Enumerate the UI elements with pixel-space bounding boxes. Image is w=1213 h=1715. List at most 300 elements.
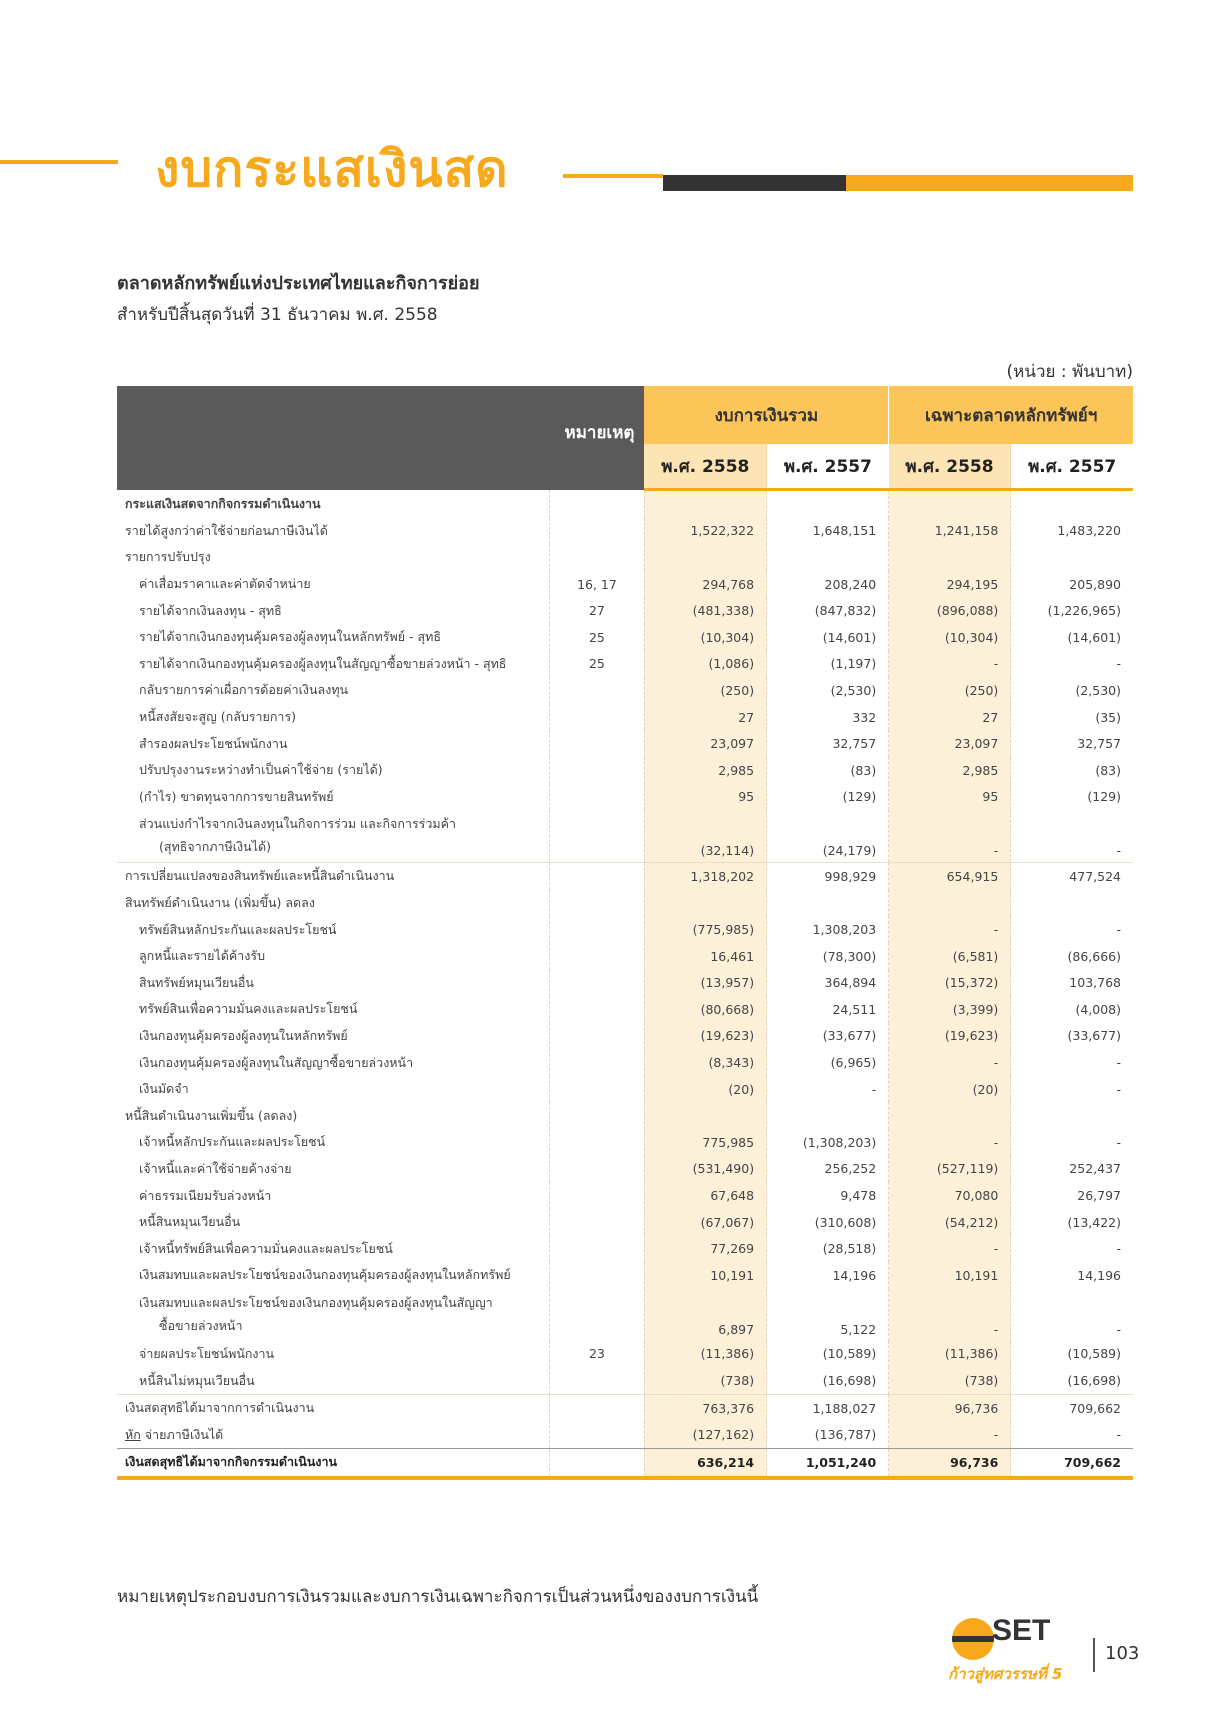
row-value: 256,252 (767, 1156, 889, 1183)
row-note (549, 704, 644, 731)
row-label (117, 730, 549, 757)
row-value: (35) (1011, 704, 1133, 731)
row-value: 763,376 (644, 1394, 766, 1421)
row-label-cont: (สุทธิจากภาษีเงินได้) (159, 839, 271, 855)
row-label (117, 970, 549, 997)
row-value: (24,179) (767, 810, 889, 863)
row-note (549, 970, 644, 997)
row-value (767, 490, 889, 518)
unit-label: (หน่วย : พันบาท) (1006, 362, 1133, 382)
row-value: 208,240 (767, 571, 889, 598)
row-value: 96,736 (889, 1394, 1011, 1421)
table-row (117, 1235, 1133, 1262)
row-label-cont: ซื้อขายล่วงหน้า (159, 1317, 243, 1333)
row-value: - (767, 1076, 889, 1103)
row-value: 70,080 (889, 1182, 1011, 1209)
row-value: - (1011, 1076, 1133, 1103)
row-value: 1,308,203 (767, 916, 889, 943)
page-divider (1093, 1638, 1095, 1672)
row-value: (14,601) (1011, 624, 1133, 651)
row-label-text: เจ้าหนี้และค่าใช้จ่ายค้างจ่าย (139, 1160, 292, 1176)
table-row (117, 1156, 1133, 1183)
row-label (117, 624, 549, 651)
row-label-text: เจ้าหนี้หลักประกันและผลประโยชน์ (139, 1134, 326, 1150)
row-value: (83) (1011, 757, 1133, 784)
row-label-text: เงินมัดจำ (139, 1081, 189, 1097)
row-label (117, 1102, 549, 1129)
row-note: 25 (549, 651, 644, 678)
header-year: พ.ศ. 2558 (889, 444, 1011, 490)
row-label (117, 863, 549, 890)
row-value (1011, 890, 1133, 917)
row-label-text: รายได้จากเงินกองทุนคุ้มครองผู้ลงทุนในหลักทรัพย์ - สุทธิ (139, 629, 442, 645)
row-value: (13,422) (1011, 1209, 1133, 1236)
row-value: 27 (644, 704, 766, 731)
header-year: พ.ศ. 2558 (644, 444, 766, 490)
row-label (117, 1262, 549, 1289)
row-label (117, 1289, 549, 1341)
row-label-text: จ่ายภาษีเงินได้ (140, 1426, 224, 1442)
row-label-text: หนี้สงสัยจะสูญ (กลับรายการ) (139, 709, 297, 725)
row-value: (32,114) (644, 810, 766, 863)
row-value: (6,581) (889, 943, 1011, 970)
table-row (117, 1182, 1133, 1209)
row-note: 16, 17 (549, 571, 644, 598)
row-label-text: หนี้สินไม่หมุนเวียนอื่น (139, 1372, 255, 1388)
row-label (117, 571, 549, 598)
row-label-text: รายการปรับปรุง (125, 549, 211, 565)
row-value: (33,677) (1011, 1023, 1133, 1050)
row-value: (10,589) (1011, 1341, 1133, 1368)
table-row (117, 1421, 1133, 1448)
page-number: 103 (1105, 1643, 1140, 1664)
row-note (549, 784, 644, 811)
row-value (1011, 1102, 1133, 1129)
row-value (889, 490, 1011, 518)
row-label-text: การเปลี่ยนแปลงของสินทรัพย์และหนี้สินดำเนินงาน (125, 868, 395, 884)
row-value (644, 890, 766, 917)
row-label-text: ทรัพย์สินหลักประกันและผลประโยชน์ (139, 921, 337, 937)
row-note (549, 544, 644, 571)
row-note (549, 1023, 644, 1050)
row-note (549, 1209, 644, 1236)
row-value: - (889, 810, 1011, 863)
row-value: (10,304) (644, 624, 766, 651)
row-value: (10,589) (767, 1341, 889, 1368)
row-value: 10,191 (644, 1262, 766, 1289)
row-label-text: หนี้สินดำเนินงานเพิ่มขึ้น (ลดลง) (125, 1107, 298, 1123)
row-value: 1,483,220 (1011, 518, 1133, 545)
row-value: (1,197) (767, 651, 889, 678)
table-row (117, 544, 1133, 571)
table-row (117, 571, 1133, 598)
row-label-text: เงินกองทุนคุ้มครองผู้ลงทุนในหลักทรัพย์ (139, 1027, 348, 1043)
table-row (117, 970, 1133, 997)
row-note: 25 (549, 624, 644, 651)
row-value: (250) (644, 677, 766, 704)
table-row (117, 1049, 1133, 1076)
row-value: (738) (644, 1367, 766, 1394)
row-value: (67,067) (644, 1209, 766, 1236)
row-value: - (889, 1421, 1011, 1448)
table-row (117, 1289, 1133, 1341)
header-separate: เฉพาะตลาดหลักทรัพย์ฯ (889, 386, 1133, 444)
table-row (117, 863, 1133, 890)
row-note (549, 1421, 644, 1448)
table-row (117, 1341, 1133, 1368)
cash-flow-table (117, 386, 1133, 1480)
row-value: 332 (767, 704, 889, 731)
row-note (549, 1394, 644, 1421)
row-value: (11,386) (889, 1341, 1011, 1368)
row-label (117, 1023, 549, 1050)
row-value (889, 544, 1011, 571)
row-label (117, 890, 549, 917)
row-value: (136,787) (767, 1421, 889, 1448)
row-value (889, 890, 1011, 917)
row-label (117, 996, 549, 1023)
row-label-text: ปรับปรุงงานระหว่างทำเป็นค่าใช้จ่าย (รายได้) (139, 762, 383, 778)
row-value: 26,797 (1011, 1182, 1133, 1209)
table-row (117, 597, 1133, 624)
row-value (767, 890, 889, 917)
row-label-text: จ่ายผลประโยชน์พนักงาน (139, 1345, 275, 1361)
row-value (1011, 490, 1133, 518)
title-bar-dark (663, 175, 846, 191)
row-value: (14,601) (767, 624, 889, 651)
title-bar-orange (846, 175, 1133, 191)
row-label (117, 518, 549, 545)
title-rule-left (0, 160, 118, 164)
row-value: 364,894 (767, 970, 889, 997)
row-note (549, 677, 644, 704)
row-value (889, 1102, 1011, 1129)
row-value: 10,191 (889, 1262, 1011, 1289)
row-value: (531,490) (644, 1156, 766, 1183)
row-value: (33,677) (767, 1023, 889, 1050)
row-value: (129) (767, 784, 889, 811)
row-label (117, 1156, 549, 1183)
row-label-text: ค่าเสื่อมราคาและค่าตัดจำหน่าย (139, 576, 311, 592)
row-value: - (1011, 1235, 1133, 1262)
row-value (1011, 544, 1133, 571)
row-value: - (1011, 1129, 1133, 1156)
row-value: 14,196 (767, 1262, 889, 1289)
row-value: (19,623) (889, 1023, 1011, 1050)
row-value: (310,608) (767, 1209, 889, 1236)
row-note (549, 730, 644, 757)
row-label-text: เจ้าหนี้ทรัพย์สินเพื่อความมั่นคงและผลประโยชน์ (139, 1240, 393, 1256)
table-row (117, 624, 1133, 651)
row-label (117, 1182, 549, 1209)
row-value: (10,304) (889, 624, 1011, 651)
row-value: 95 (889, 784, 1011, 811)
row-value: 775,985 (644, 1129, 766, 1156)
row-label-text: สำรองผลประโยชน์พนักงาน (139, 735, 288, 751)
row-note (549, 1076, 644, 1103)
row-value: 2,985 (644, 757, 766, 784)
row-value: (847,832) (767, 597, 889, 624)
footnote: หมายเหตุประกอบงบการเงินรวมและงบการเงินเฉพาะกิจการเป็นส่วนหนึ่งของงบการเงินนี้ (117, 1587, 759, 1607)
table-row (117, 677, 1133, 704)
row-note: 23 (549, 1341, 644, 1368)
row-note (549, 1235, 644, 1262)
row-value (644, 544, 766, 571)
row-value: (19,623) (644, 1023, 766, 1050)
row-label-text: สินทรัพย์หมุนเวียนอื่น (139, 974, 254, 990)
row-label-text: กระแสเงินสดจากกิจกรรมดำเนินงาน (125, 495, 321, 511)
row-note (549, 1049, 644, 1076)
row-label (117, 651, 549, 678)
row-value: 14,196 (1011, 1262, 1133, 1289)
row-value: 96,736 (889, 1449, 1011, 1478)
row-value: - (889, 1235, 1011, 1262)
row-label (117, 757, 549, 784)
row-note (549, 996, 644, 1023)
row-label (117, 1235, 549, 1262)
row-value: 1,188,027 (767, 1394, 889, 1421)
table-row (117, 730, 1133, 757)
row-value: - (1011, 1289, 1133, 1341)
row-label-text: เงินสดสุทธิได้มาจากการดำเนินงาน (125, 1400, 315, 1416)
header-note: หมายเหตุ (549, 386, 644, 490)
row-value: (13,957) (644, 970, 766, 997)
report-period: สำหรับปีสิ้นสุดวันที่ 31 ธันวาคม พ.ศ. 2558 (117, 305, 438, 325)
sun-icon (952, 1618, 994, 1660)
row-value: 1,318,202 (644, 863, 766, 890)
row-value: 67,648 (644, 1182, 766, 1209)
table-row (117, 1102, 1133, 1129)
row-note (549, 863, 644, 890)
table-row (117, 916, 1133, 943)
row-value: (28,518) (767, 1235, 889, 1262)
table-row (117, 1209, 1133, 1236)
table-row (117, 1076, 1133, 1103)
row-label-text: รายได้สูงกว่าค่าใช้จ่ายก่อนภาษีเงินได้ (125, 522, 328, 538)
row-value: (78,300) (767, 943, 889, 970)
row-label-text: เงินสมทบและผลประโยชน์ของเงินกองทุนคุ้มครองผู้ลงทุนในหลักทรัพย์ (139, 1267, 511, 1283)
row-value: 1,522,322 (644, 518, 766, 545)
row-value: 23,097 (889, 730, 1011, 757)
row-value: 294,768 (644, 571, 766, 598)
row-value: 95 (644, 784, 766, 811)
row-value: 77,269 (644, 1235, 766, 1262)
row-note (549, 757, 644, 784)
row-value: - (889, 1129, 1011, 1156)
row-value: (127,162) (644, 1421, 766, 1448)
row-label (117, 810, 549, 863)
row-note (549, 1262, 644, 1289)
row-value: 709,662 (1011, 1394, 1133, 1421)
row-note (549, 1182, 644, 1209)
row-label (117, 1049, 549, 1076)
logo-brand: SET (992, 1614, 1051, 1647)
row-value: 32,757 (1011, 730, 1133, 757)
page-title: งบกระแสเงินสด (155, 140, 509, 198)
table-row (117, 757, 1133, 784)
row-note (549, 1289, 644, 1341)
row-note (549, 890, 644, 917)
row-value: 252,437 (1011, 1156, 1133, 1183)
row-value: (83) (767, 757, 889, 784)
company-name: ตลาดหลักทรัพย์แห่งประเทศไทยและกิจการย่อย (117, 273, 480, 294)
table-row (117, 810, 1133, 863)
row-label-text: ค่าธรรมเนียมรับล่วงหน้า (139, 1187, 272, 1203)
table-row (117, 1129, 1133, 1156)
row-value: 103,768 (1011, 970, 1133, 997)
row-label (117, 597, 549, 624)
table-row (117, 784, 1133, 811)
row-value: (80,668) (644, 996, 766, 1023)
row-label (117, 943, 549, 970)
row-value: - (1011, 651, 1133, 678)
row-label (117, 677, 549, 704)
row-value: (54,212) (889, 1209, 1011, 1236)
table-row (117, 1023, 1133, 1050)
row-label-text: เงินสมทบและผลประโยชน์ของเงินกองทุนคุ้มครองผู้ลงทุนในสัญญา (139, 1294, 493, 1310)
row-value: - (889, 1049, 1011, 1076)
row-label-text: ลูกหนี้และรายได้ค้างรับ (139, 948, 266, 964)
row-value: (1,086) (644, 651, 766, 678)
row-label (117, 1341, 549, 1368)
row-value: 23,097 (644, 730, 766, 757)
row-label-text: ส่วนแบ่งกำไรจากเงินลงทุนในกิจการร่วม และกิจการร่วมค้า (139, 816, 457, 832)
row-value: (527,119) (889, 1156, 1011, 1183)
row-value: 1,241,158 (889, 518, 1011, 545)
table-row (117, 704, 1133, 731)
row-value: - (1011, 810, 1133, 863)
row-label (117, 704, 549, 731)
row-value: - (1011, 1049, 1133, 1076)
header-blank (117, 386, 549, 490)
row-value: - (889, 651, 1011, 678)
row-value: (16,698) (1011, 1367, 1133, 1394)
row-label-text: รายได้จากเงินกองทุนคุ้มครองผู้ลงทุนในสัญญาซื้อขายล่วงหน้า - สุทธิ (139, 655, 507, 671)
row-value: (86,666) (1011, 943, 1133, 970)
row-value: - (1011, 916, 1133, 943)
row-label (117, 1421, 549, 1448)
header-year: พ.ศ. 2557 (1011, 444, 1133, 490)
row-label-text: กลับรายการค่าเผื่อการด้อยค่าเงินลงทุน (139, 682, 349, 698)
row-value: (16,698) (767, 1367, 889, 1394)
row-value: 16,461 (644, 943, 766, 970)
row-label (117, 1209, 549, 1236)
row-value (644, 490, 766, 518)
row-value (767, 544, 889, 571)
row-value: (896,088) (889, 597, 1011, 624)
row-note (549, 1449, 644, 1478)
row-value: (4,008) (1011, 996, 1133, 1023)
row-note (549, 810, 644, 863)
row-value: 477,524 (1011, 863, 1133, 890)
row-label-text: สินทรัพย์ดำเนินงาน (เพิ่มขึ้น) ลดลง (125, 895, 315, 911)
row-value: (2,530) (767, 677, 889, 704)
row-label (117, 916, 549, 943)
row-value: 27 (889, 704, 1011, 731)
row-note: 27 (549, 597, 644, 624)
row-value: (738) (889, 1367, 1011, 1394)
row-value: 1,051,240 (767, 1449, 889, 1478)
row-value: 709,662 (1011, 1449, 1133, 1478)
row-note (549, 1102, 644, 1129)
row-value: 1,648,151 (767, 518, 889, 545)
row-value (767, 1102, 889, 1129)
row-value: 636,214 (644, 1449, 766, 1478)
row-value: (250) (889, 677, 1011, 704)
row-value: - (889, 916, 1011, 943)
row-note (549, 1156, 644, 1183)
row-note (549, 916, 644, 943)
row-label-text: ทรัพย์สินเพื่อความมั่นคงและผลประโยชน์ (139, 1001, 358, 1017)
row-label (117, 1394, 549, 1421)
row-value: 32,757 (767, 730, 889, 757)
less-label: หัก (125, 1426, 141, 1442)
row-value: 654,915 (889, 863, 1011, 890)
row-label-text: เงินสดสุทธิได้มาจากกิจกรรมดำเนินงาน (125, 1454, 338, 1470)
header-consolidated: งบการเงินรวม (644, 386, 888, 444)
row-note (549, 943, 644, 970)
table-row (117, 1262, 1133, 1289)
table-row (117, 518, 1133, 545)
row-label (117, 1449, 549, 1478)
table-row (117, 651, 1133, 678)
row-value: 205,890 (1011, 571, 1133, 598)
title-rule-mid (563, 174, 663, 178)
table-row (117, 996, 1133, 1023)
row-value: - (1011, 1421, 1133, 1448)
table-row (117, 890, 1133, 917)
row-value: (11,386) (644, 1341, 766, 1368)
table-row (117, 943, 1133, 970)
row-label-text: รายได้จากเงินลงทุน - สุทธิ (139, 602, 282, 618)
row-value: (2,530) (1011, 677, 1133, 704)
row-note (549, 1367, 644, 1394)
row-value (644, 1102, 766, 1129)
row-value: 24,511 (767, 996, 889, 1023)
row-value: (20) (644, 1076, 766, 1103)
row-value: (6,965) (767, 1049, 889, 1076)
row-value: (481,338) (644, 597, 766, 624)
table-row (117, 1367, 1133, 1394)
set-logo (948, 1612, 1072, 1683)
row-label (117, 544, 549, 571)
row-label (117, 784, 549, 811)
table-row (117, 1394, 1133, 1421)
row-value: (20) (889, 1076, 1011, 1103)
row-value: (3,399) (889, 996, 1011, 1023)
row-value: (8,343) (644, 1049, 766, 1076)
table-row (117, 1449, 1133, 1478)
row-value: 6,897 (644, 1289, 766, 1341)
row-note (549, 1129, 644, 1156)
row-label-text: (กำไร) ขาดทุนจากการขายสินทรัพย์ (139, 788, 334, 804)
row-value: 998,929 (767, 863, 889, 890)
row-label (117, 1129, 549, 1156)
row-value: - (889, 1289, 1011, 1341)
row-value: 294,195 (889, 571, 1011, 598)
row-value: (1,226,965) (1011, 597, 1133, 624)
row-note (549, 490, 644, 518)
row-value: (775,985) (644, 916, 766, 943)
row-value: (1,308,203) (767, 1129, 889, 1156)
row-value: (129) (1011, 784, 1133, 811)
table-row (117, 490, 1133, 518)
row-label (117, 1367, 549, 1394)
row-label-text: หนี้สินหมุนเวียนอื่น (139, 1214, 241, 1230)
row-label (117, 1076, 549, 1103)
row-note (549, 518, 644, 545)
row-label-text: เงินกองทุนคุ้มครองผู้ลงทุนในสัญญาซื้อขายล่วงหน้า (139, 1054, 414, 1070)
